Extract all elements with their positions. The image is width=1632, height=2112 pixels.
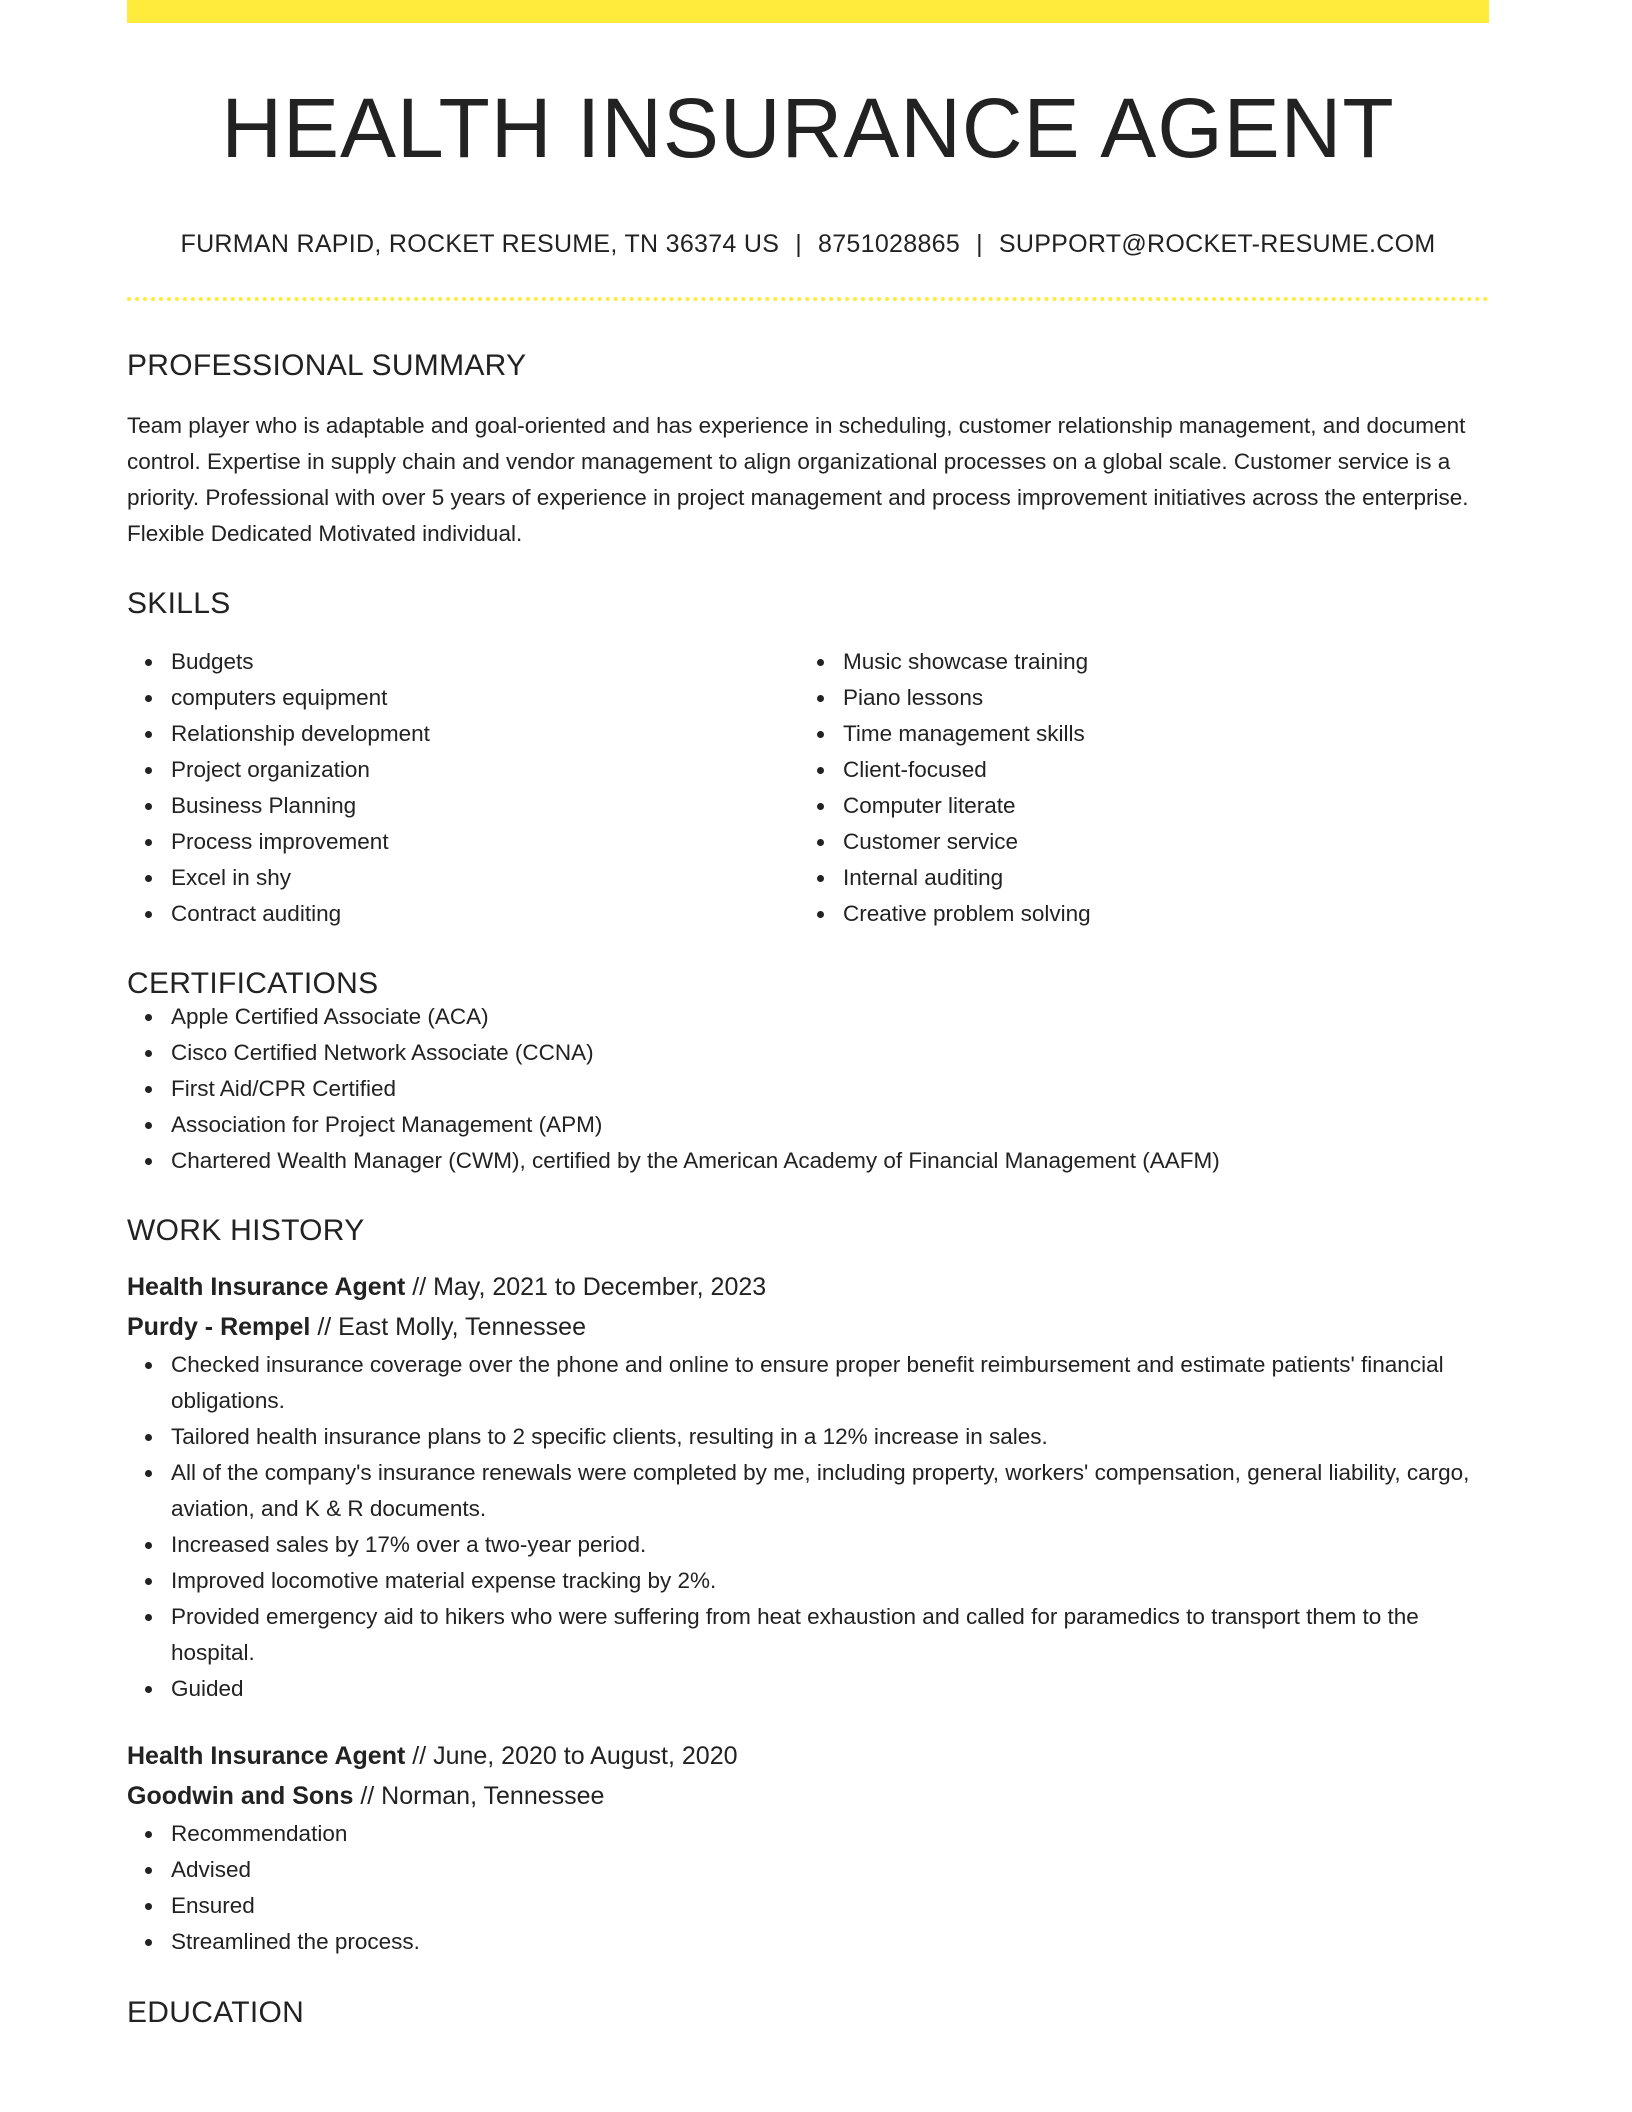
job-bullet: Guided [171,1671,1489,1707]
job-bullet: Recommendation [171,1816,1489,1852]
job-bullet-list [127,1347,1489,1707]
skill-item: Budgets [171,644,799,680]
certification-item: Cisco Certified Network Associate (CCNA) [171,1035,1489,1071]
summary-text: Team player who is adaptable and goal-oriented and has experience in scheduling, customer relationship management, and document control. Expertise in supply chain and vendor management to align organizational processes on a global scale. Customer service is a priority. Professional with over 5 years of experience in project management and process improvement initiatives across the enterprise. Flexible Dedicated Motivated individual. [127,413,1469,546]
certification-item: Chartered Wealth Manager (CWM), certified by the American Academy of Financial Management (AAFM) [171,1143,1489,1179]
job-title-line [127,1736,1489,1776]
certification-item: Association for Project Management (APM) [171,1107,1489,1143]
skills-list-right [799,644,1471,932]
job-dates: // June, 2020 to August, 2020 [405,1742,738,1770]
resume-title: HEALTH INSURANCE AGENT [221,81,1395,175]
job-dates: // May, 2021 to December, 2023 [405,1273,767,1301]
job-bullet-list [127,1816,1489,1960]
job-company: Purdy - Rempel [127,1313,311,1341]
job-title: Health Insurance Agent [127,1742,406,1770]
job-title-line [127,1267,1489,1307]
skill-item: Time management skills [843,716,1471,752]
skill-item: Process improvement [171,824,799,860]
skill-item: Computer literate [843,788,1471,824]
job-location: // Norman, Tennessee [353,1782,605,1810]
skills-columns [127,644,1489,932]
job-bullet: Ensured [171,1888,1489,1924]
skill-item: Excel in shy [171,860,799,896]
certifications-heading: CERTIFICATIONS [127,967,379,1000]
skill-item: Music showcase training [843,644,1471,680]
certification-item: Apple Certified Associate (ACA) [171,999,1489,1035]
job-bullet: Provided emergency aid to hikers who were suffering from heat exhaustion and called for paramedics to transport them to the hospital. [171,1599,1489,1671]
contact-separator: | [795,230,803,258]
skill-item: Business Planning [171,788,799,824]
job-location: // East Molly, Tennessee [310,1313,586,1341]
education-heading: EDUCATION [127,1996,305,2029]
accent-bar [127,0,1489,23]
contact-address: FURMAN RAPID, ROCKET RESUME, TN 36374 US [180,230,780,258]
job-bullet: Increased sales by 17% over a two-year period. [171,1527,1489,1563]
contact-line [127,232,1489,257]
certifications-list [127,999,1489,1179]
job-company-line [127,1307,1489,1347]
job-company: Goodwin and Sons [127,1782,354,1810]
job-bullet: Tailored health insurance plans to 2 specific clients, resulting in a 12% increase in sales. [171,1419,1489,1455]
summary-heading: PROFESSIONAL SUMMARY [127,349,527,382]
resume-page [127,0,1489,2028]
job-title: Health Insurance Agent [127,1273,406,1301]
job-bullet: Improved locomotive material expense tracking by 2%. [171,1563,1489,1599]
job-company-line [127,1776,1489,1816]
skill-item: Customer service [843,824,1471,860]
work-history-heading: WORK HISTORY [127,1214,365,1247]
skill-item: Project organization [171,752,799,788]
job-bullet: All of the company's insurance renewals were completed by me, including property, workers' compensation, general liability, cargo, aviation, and K & R documents. [171,1455,1489,1527]
certification-item: First Aid/CPR Certified [171,1071,1489,1107]
contact-phone: 8751028865 [818,230,961,258]
skill-item: Contract auditing [171,896,799,932]
skill-item: Creative problem solving [843,896,1471,932]
skills-list-left [127,644,799,932]
skill-item: Client-focused [843,752,1471,788]
job-entry [127,1736,1489,1960]
job-bullet: Streamlined the process. [171,1924,1489,1960]
job-entry [127,1267,1489,1707]
contact-email: SUPPORT@ROCKET-RESUME.COM [998,230,1436,258]
skill-item: Relationship development [171,716,799,752]
skill-item: computers equipment [171,680,799,716]
skills-heading: SKILLS [127,587,231,620]
dotted-divider [127,297,1489,301]
job-bullet: Checked insurance coverage over the phone and online to ensure proper benefit reimbursement and estimate patients' financial obligations. [171,1347,1489,1419]
contact-separator: | [976,230,983,258]
skill-item: Piano lessons [843,680,1471,716]
job-bullet: Advised [171,1852,1489,1888]
skill-item: Internal auditing [843,860,1471,896]
